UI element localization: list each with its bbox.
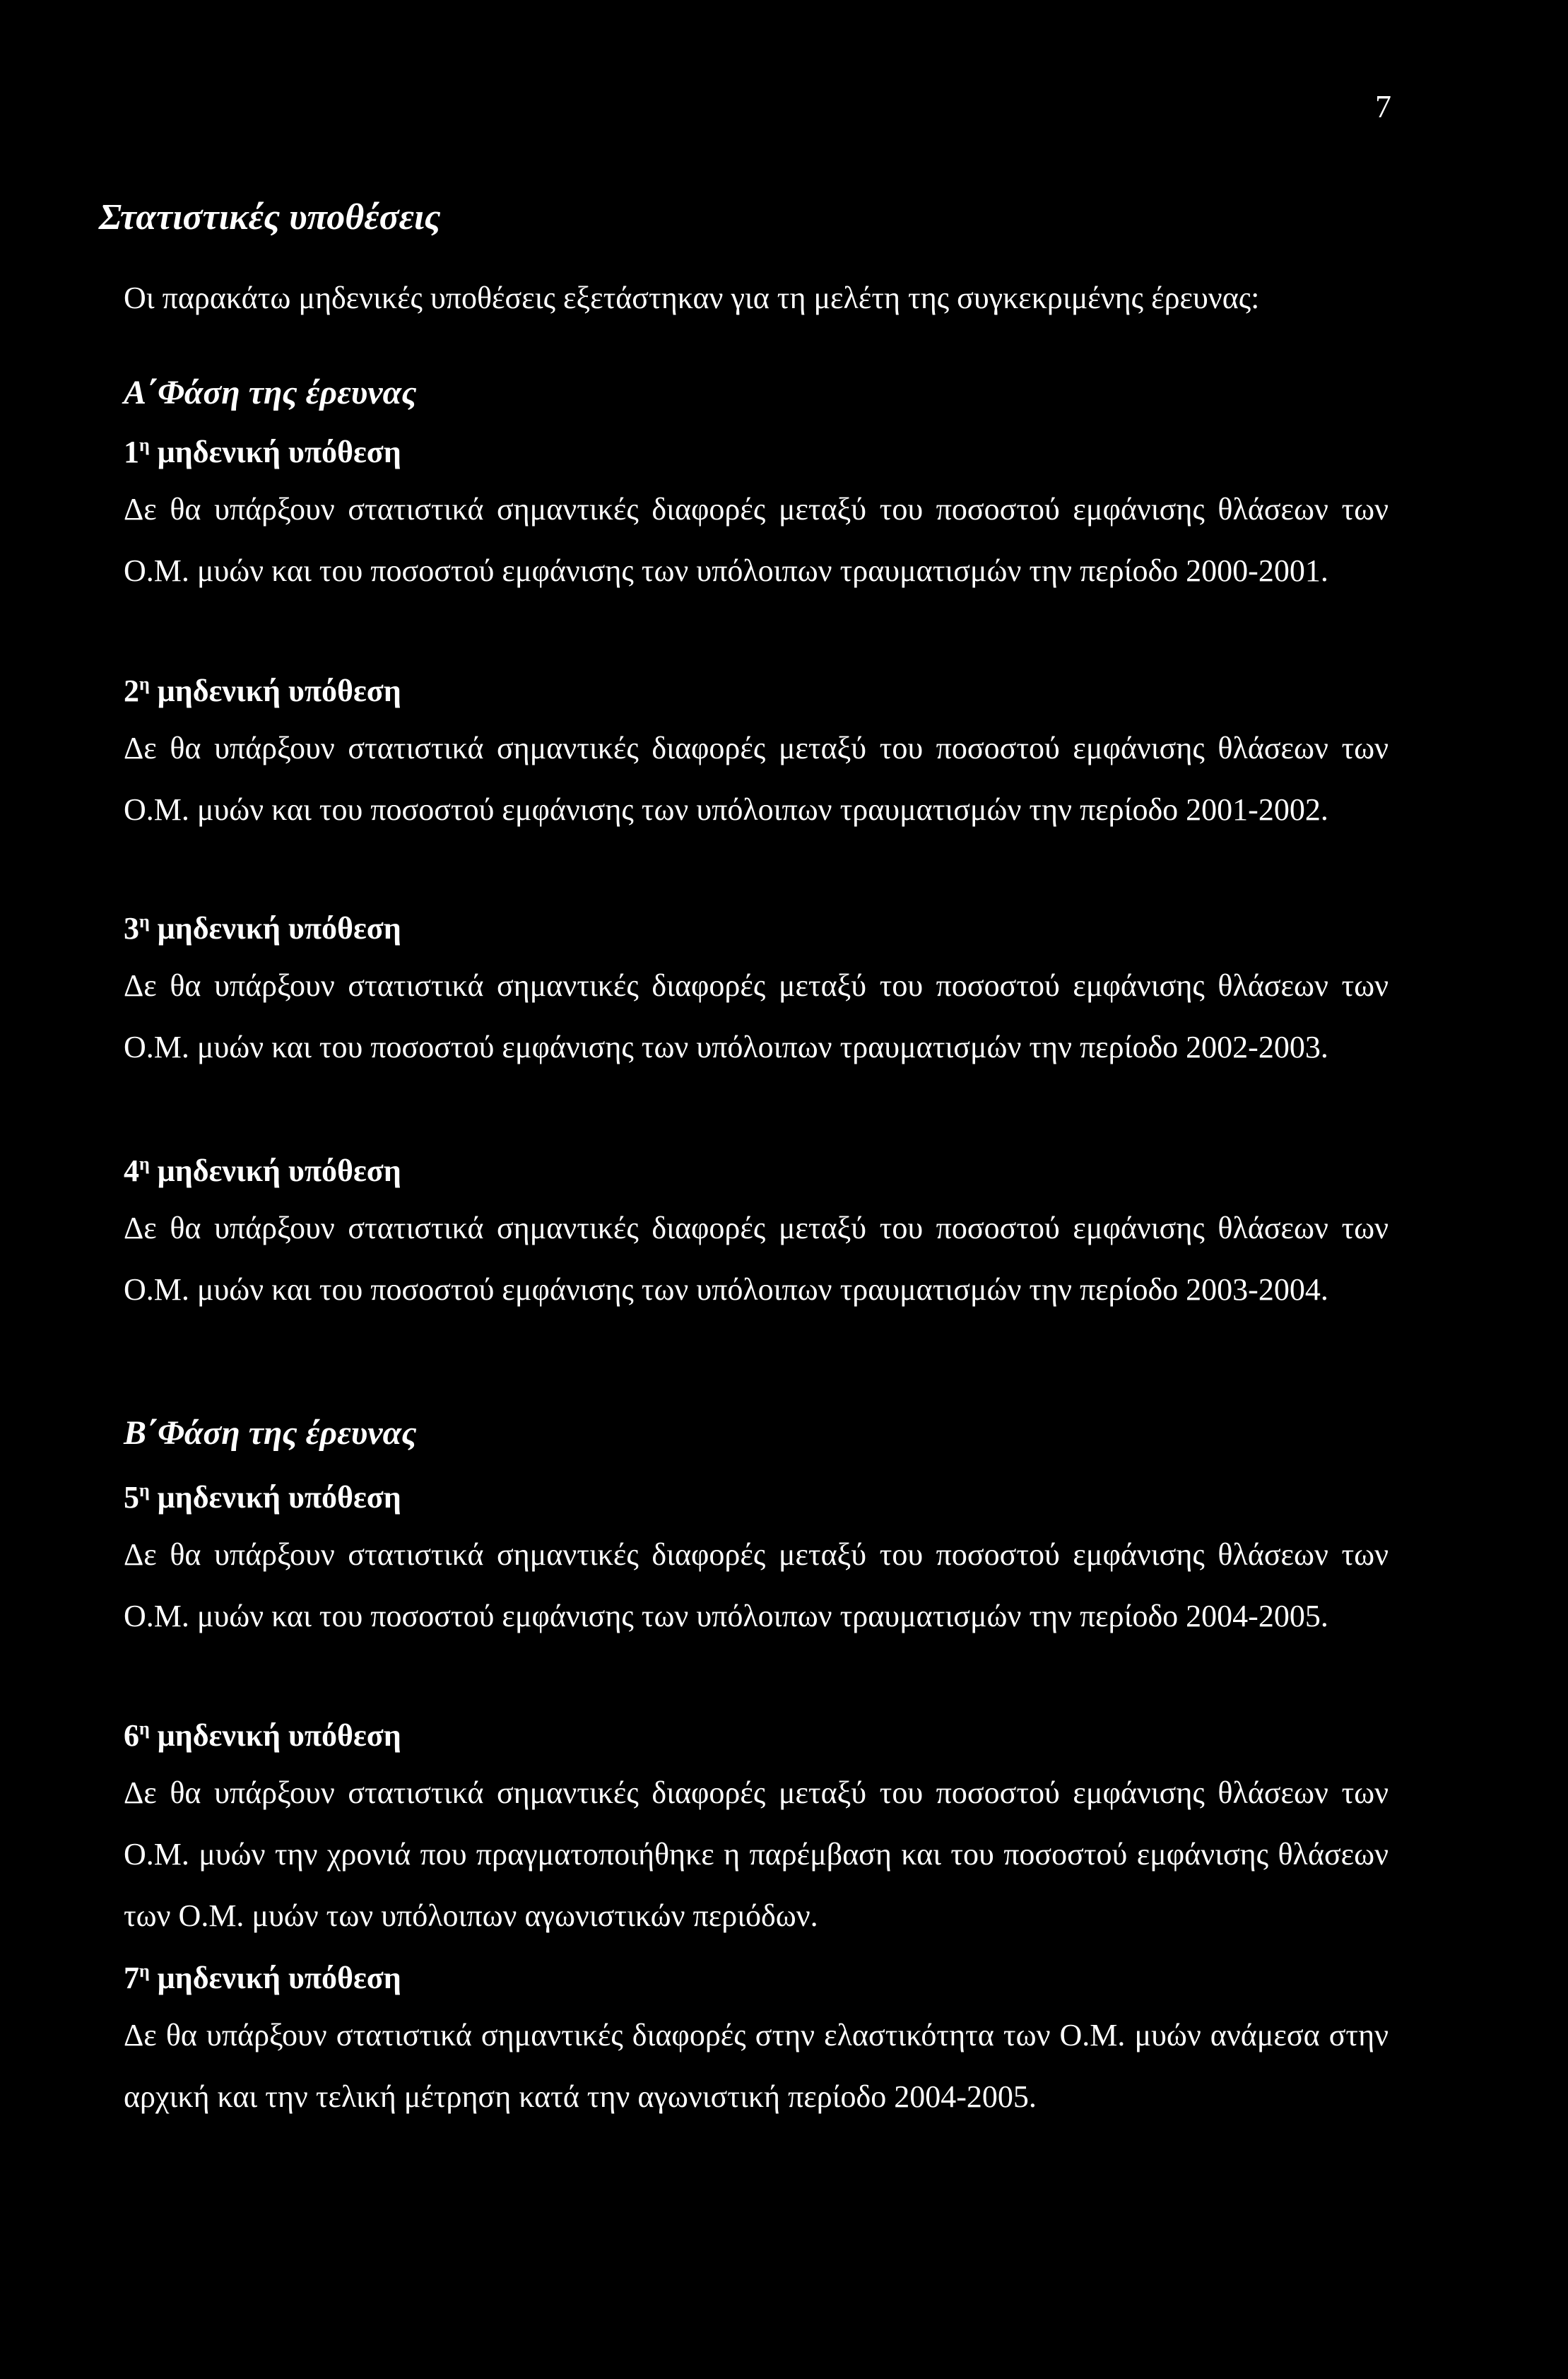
- hypothesis-number: 6: [124, 1718, 139, 1753]
- hypothesis-5-text: Δε θα υπάρξουν στατιστικά σημαντικές διαφορές μεταξύ του ποσοστού εμφάνισης θλάσεων των Ο.Μ. μυών και του ποσοστού εμφάνισης των υπόλοιπων τραυματισμών την περίοδο 2004-2005.: [124, 1537, 1389, 1633]
- hypothesis-number: 3: [124, 911, 139, 946]
- section-heading: Στατιστικές υποθέσεις: [99, 197, 441, 237]
- ordinal-suffix: η: [139, 1961, 150, 1981]
- hypothesis-7-text: Δε θα υπάρξουν στατιστικά σημαντικές διαφορές στην ελαστικότητα των Ο.Μ. μυών ανάμεσα στην αρχική και την τελική μέτρηση κατά την αγωνιστική περίοδο 2004-2005.: [124, 2018, 1389, 2114]
- hypothesis-label: μηδενική υπόθεση: [157, 1480, 401, 1515]
- hypothesis-number: 2: [124, 674, 139, 708]
- hypothesis-label: μηδενική υπόθεση: [157, 1153, 401, 1188]
- hypothesis-6-title: [124, 1717, 401, 1754]
- hypothesis-label: μηδενική υπόθεση: [157, 674, 401, 708]
- hypothesis-label: μηδενική υπόθεση: [157, 1718, 401, 1753]
- hypothesis-number: 5: [124, 1480, 139, 1515]
- hypothesis-3-text: Δε θα υπάρξουν στατιστικά σημαντικές διαφορές μεταξύ του ποσοστού εμφάνισης θλάσεων των Ο.Μ. μυών και του ποσοστού εμφάνισης των υπόλοιπων τραυματισμών την περίοδο 2002-2003.: [124, 968, 1389, 1064]
- hypothesis-number: 7: [124, 1961, 139, 1995]
- ordinal-suffix: η: [139, 911, 150, 932]
- hypothesis-label: μηδενική υπόθεση: [157, 435, 401, 469]
- ordinal-suffix: η: [139, 1480, 150, 1500]
- hypothesis-1-text: Δε θα υπάρξουν στατιστικά σημαντικές διαφορές μεταξύ του ποσοστού εμφάνισης θλάσεων των Ο.Μ. μυών και του ποσοστού εμφάνισης των υπόλοιπων τραυματισμών την περίοδο 2000-2001.: [124, 492, 1389, 588]
- hypothesis-2-text: Δε θα υπάρξουν στατιστικά σημαντικές διαφορές μεταξύ του ποσοστού εμφάνισης θλάσεων των Ο.Μ. μυών και του ποσοστού εμφάνισης των υπόλοιπων τραυματισμών την περίοδο 2001-2002.: [124, 731, 1389, 827]
- hypothesis-number: 1: [124, 435, 139, 469]
- hypothesis-6-text: Δε θα υπάρξουν στατιστικά σημαντικές διαφορές μεταξύ του ποσοστού εμφάνισης θλάσεων των Ο.Μ. μυών την χρονιά που πραγματοποιήθηκε η παρέμβαση και του ποσοστού εμφάνισης θλάσεων των Ο.Μ. μυών των υπόλοιπων αγωνιστικών περιόδων.: [124, 1775, 1389, 1933]
- hypothesis-2-title: [124, 673, 401, 709]
- hypothesis-5-title: [124, 1479, 401, 1515]
- hypothesis-4-text: Δε θα υπάρξουν στατιστικά σημαντικές διαφορές μεταξύ του ποσοστού εμφάνισης θλάσεων των Ο.Μ. μυών και του ποσοστού εμφάνισης των υπόλοιπων τραυματισμών την περίοδο 2003-2004.: [124, 1211, 1389, 1307]
- hypothesis-3-title: [124, 910, 401, 946]
- intro-paragraph: Οι παρακάτω μηδενικές υποθέσεις εξετάστηκαν για τη μελέτη της συγκεκριμένης έρευνας:: [124, 281, 1260, 315]
- hypothesis-label: μηδενική υπόθεση: [157, 1961, 401, 1995]
- ordinal-suffix: η: [139, 435, 150, 455]
- page-number: 7: [1375, 88, 1391, 124]
- phase-a-heading: Α΄Φάση της έρευνας: [124, 374, 417, 411]
- ordinal-suffix: η: [139, 1153, 150, 1174]
- hypothesis-7-title: [124, 1960, 401, 1996]
- phase-b-heading: Β΄Φάση της έρευνας: [124, 1414, 417, 1452]
- ordinal-suffix: η: [139, 1718, 150, 1739]
- hypothesis-1-title: [124, 434, 401, 470]
- hypothesis-label: μηδενική υπόθεση: [157, 911, 401, 946]
- hypothesis-4-title: [124, 1153, 401, 1189]
- ordinal-suffix: η: [139, 674, 150, 694]
- hypothesis-number: 4: [124, 1153, 139, 1188]
